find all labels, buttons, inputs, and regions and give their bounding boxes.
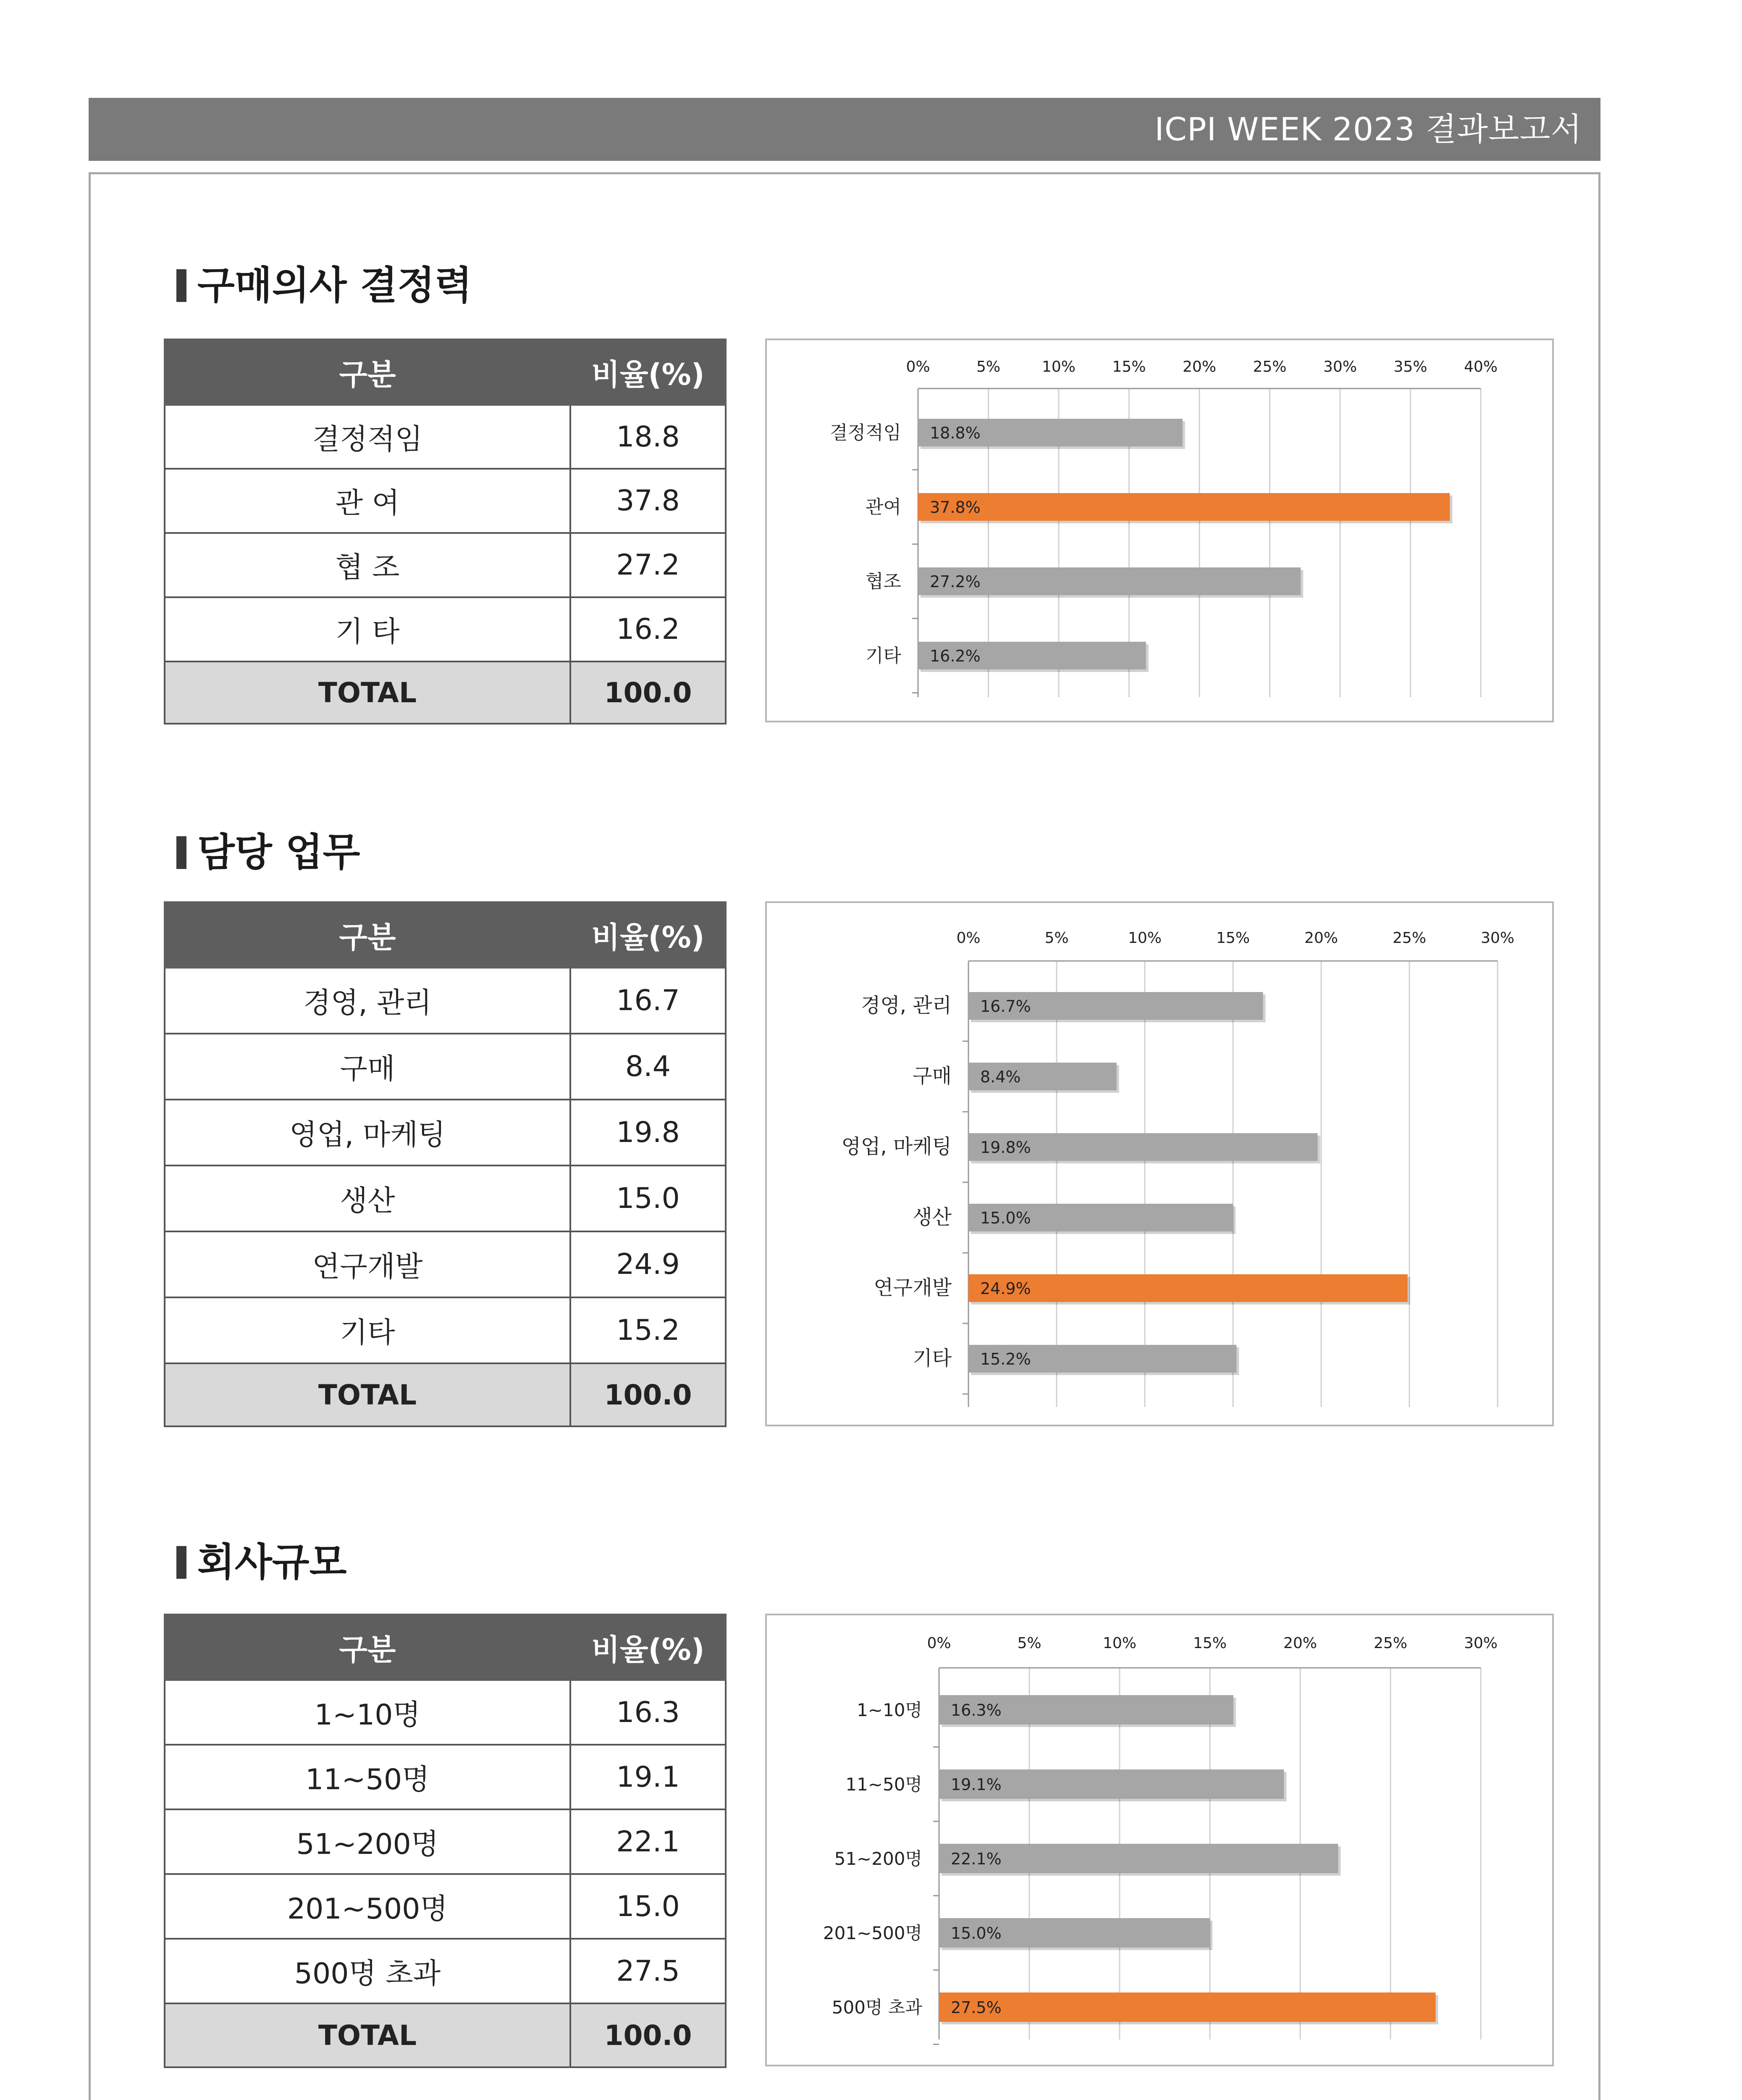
section-title-text: 구매의사 결정력 bbox=[197, 263, 472, 308]
table-total-label: TOTAL bbox=[165, 1363, 570, 1426]
section-title-company-size bbox=[176, 1537, 347, 1588]
table-header-category: 구분 bbox=[165, 1614, 570, 1680]
category-label: 생산 bbox=[913, 1205, 952, 1229]
chart-job-role bbox=[765, 901, 1554, 1426]
x-tick-label: 15% bbox=[1216, 929, 1250, 947]
x-tick-label: 25% bbox=[1392, 929, 1427, 947]
data-label: 8.4% bbox=[980, 1068, 1021, 1086]
table-row bbox=[165, 1939, 726, 2003]
category-label: 51~200명 bbox=[834, 1848, 922, 1869]
table-row bbox=[165, 1166, 726, 1231]
table-header-row bbox=[165, 902, 726, 968]
table-header-ratio: 비율(%) bbox=[570, 339, 726, 405]
bar-chart-svg bbox=[767, 340, 1552, 721]
category-label: 관여 bbox=[865, 496, 901, 518]
header-bar bbox=[89, 98, 1600, 161]
table-cell-category: 51~200명 bbox=[165, 1809, 570, 1874]
data-label: 16.3% bbox=[951, 1701, 1002, 1719]
chart-company-size bbox=[765, 1614, 1554, 2066]
category-label: 기타 bbox=[865, 645, 901, 667]
table-header-ratio: 비율(%) bbox=[570, 1614, 726, 1680]
table-total-row bbox=[165, 662, 726, 724]
table-cell-value: 22.1 bbox=[570, 1809, 726, 1874]
table-header-ratio: 비율(%) bbox=[570, 902, 726, 968]
x-tick-label: 0% bbox=[956, 929, 981, 947]
table-cell-category: 생산 bbox=[165, 1166, 570, 1231]
table-cell-category: 경영, 관리 bbox=[165, 968, 570, 1034]
table-row bbox=[165, 1034, 726, 1100]
x-tick-label: 25% bbox=[1253, 358, 1287, 375]
data-label: 19.1% bbox=[951, 1775, 1002, 1794]
table-cell-value: 16.7 bbox=[570, 968, 726, 1034]
x-tick-label: 0% bbox=[927, 1635, 951, 1652]
x-tick-label: 5% bbox=[1017, 1635, 1042, 1652]
bar bbox=[918, 493, 1450, 521]
bar bbox=[939, 1992, 1436, 2022]
category-label: 11~50명 bbox=[845, 1774, 922, 1795]
data-label: 27.2% bbox=[930, 572, 981, 591]
table-row bbox=[165, 533, 726, 597]
x-tick-label: 40% bbox=[1464, 358, 1498, 375]
data-label: 19.8% bbox=[980, 1138, 1031, 1157]
table-total-value: 100.0 bbox=[570, 1363, 726, 1426]
table-cell-category: 연구개발 bbox=[165, 1231, 570, 1297]
section-marker bbox=[176, 1546, 186, 1579]
bar-chart-svg bbox=[767, 1615, 1552, 2065]
table-cell-value: 37.8 bbox=[570, 469, 726, 533]
category-label: 경영, 관리 bbox=[861, 994, 952, 1017]
table-row bbox=[165, 1231, 726, 1297]
category-label: 201~500명 bbox=[823, 1923, 922, 1943]
table-cell-value: 8.4 bbox=[570, 1034, 726, 1100]
chart-purchase-decision bbox=[765, 339, 1554, 722]
table-cell-category: 1~10명 bbox=[165, 1680, 570, 1745]
section-title-text: 담당 업무 bbox=[197, 830, 360, 875]
x-tick-label: 30% bbox=[1480, 929, 1515, 947]
x-tick-label: 10% bbox=[1102, 1635, 1137, 1652]
table-cell-category: 구매 bbox=[165, 1034, 570, 1100]
table-cell-value: 19.1 bbox=[570, 1745, 726, 1809]
table-cell-value: 18.8 bbox=[570, 405, 726, 469]
table-header-row bbox=[165, 339, 726, 405]
table-cell-value: 16.2 bbox=[570, 597, 726, 662]
data-label: 24.9% bbox=[980, 1279, 1031, 1298]
table-row bbox=[165, 1100, 726, 1166]
table-row bbox=[165, 1297, 726, 1363]
table-row bbox=[165, 469, 726, 533]
category-label: 500명 초과 bbox=[832, 1997, 922, 2018]
bar bbox=[968, 1274, 1408, 1302]
table-row bbox=[165, 968, 726, 1034]
section-title-job-role bbox=[176, 827, 360, 878]
x-tick-label: 15% bbox=[1193, 1635, 1227, 1652]
header-title: ICPI WEEK 2023 결과보고서 bbox=[1154, 110, 1582, 148]
x-tick-label: 20% bbox=[1304, 929, 1338, 947]
table-cell-value: 27.5 bbox=[570, 1939, 726, 2003]
table-header-row bbox=[165, 1614, 726, 1680]
category-label: 영업, 마케팅 bbox=[841, 1135, 952, 1158]
table-total-value: 100.0 bbox=[570, 2003, 726, 2067]
table-cell-value: 15.2 bbox=[570, 1297, 726, 1363]
data-label: 16.7% bbox=[980, 997, 1031, 1016]
section-title-text: 회사규모 bbox=[197, 1540, 347, 1585]
data-label: 37.8% bbox=[930, 498, 981, 517]
data-label: 15.0% bbox=[980, 1209, 1031, 1227]
table-purchase-decision bbox=[164, 339, 727, 724]
table-cell-value: 24.9 bbox=[570, 1231, 726, 1297]
category-label: 협조 bbox=[865, 571, 901, 592]
table-cell-category: 관 여 bbox=[165, 469, 570, 533]
x-tick-label: 20% bbox=[1283, 1635, 1317, 1652]
table-cell-category: 500명 초과 bbox=[165, 1939, 570, 2003]
table-total-label: TOTAL bbox=[165, 2003, 570, 2067]
table-cell-value: 16.3 bbox=[570, 1680, 726, 1745]
table-row bbox=[165, 1745, 726, 1809]
x-tick-label: 10% bbox=[1042, 358, 1076, 375]
data-label: 15.0% bbox=[951, 1924, 1002, 1942]
table-row bbox=[165, 405, 726, 469]
table-cell-category: 기 타 bbox=[165, 597, 570, 662]
data-label: 22.1% bbox=[951, 1850, 1002, 1868]
table-job-role bbox=[164, 901, 727, 1427]
data-label: 15.2% bbox=[980, 1350, 1031, 1368]
table-cell-value: 19.8 bbox=[570, 1100, 726, 1166]
table-cell-category: 협 조 bbox=[165, 533, 570, 597]
table-row bbox=[165, 1874, 726, 1939]
table-total-label: TOTAL bbox=[165, 662, 570, 724]
bar-chart-svg bbox=[767, 903, 1552, 1425]
x-tick-label: 20% bbox=[1182, 358, 1217, 375]
category-label: 기타 bbox=[913, 1347, 952, 1370]
data-label: 18.8% bbox=[930, 424, 981, 442]
table-cell-category: 영업, 마케팅 bbox=[165, 1100, 570, 1166]
table-cell-category: 기타 bbox=[165, 1297, 570, 1363]
x-tick-label: 10% bbox=[1128, 929, 1162, 947]
table-row bbox=[165, 597, 726, 662]
x-tick-label: 0% bbox=[906, 358, 930, 375]
table-cell-value: 27.2 bbox=[570, 533, 726, 597]
section-marker bbox=[176, 269, 186, 302]
x-tick-label: 5% bbox=[976, 358, 1001, 375]
table-row bbox=[165, 1809, 726, 1874]
section-marker bbox=[176, 836, 186, 869]
table-total-row bbox=[165, 2003, 726, 2067]
x-tick-label: 25% bbox=[1373, 1635, 1408, 1652]
table-total-value: 100.0 bbox=[570, 662, 726, 724]
x-tick-label: 15% bbox=[1112, 358, 1146, 375]
x-tick-label: 35% bbox=[1393, 358, 1427, 375]
table-header-category: 구분 bbox=[165, 902, 570, 968]
category-label: 연구개발 bbox=[874, 1276, 952, 1299]
table-cell-category: 11~50명 bbox=[165, 1745, 570, 1809]
table-row bbox=[165, 1680, 726, 1745]
data-label: 27.5% bbox=[951, 1998, 1002, 2017]
x-tick-label: 30% bbox=[1464, 1635, 1498, 1652]
table-cell-category: 201~500명 bbox=[165, 1874, 570, 1939]
table-cell-value: 15.0 bbox=[570, 1874, 726, 1939]
data-label: 16.2% bbox=[930, 647, 981, 665]
table-cell-category: 결정적임 bbox=[165, 405, 570, 469]
table-company-size bbox=[164, 1614, 727, 2068]
x-tick-label: 30% bbox=[1323, 358, 1357, 375]
category-label: 구매 bbox=[913, 1064, 952, 1088]
category-label: 결정적임 bbox=[829, 422, 901, 444]
category-label: 1~10명 bbox=[857, 1700, 922, 1720]
section-title-purchase-decision bbox=[176, 260, 472, 311]
table-cell-value: 15.0 bbox=[570, 1166, 726, 1231]
x-tick-label: 5% bbox=[1044, 929, 1069, 947]
table-total-row bbox=[165, 1363, 726, 1426]
table-header-category: 구분 bbox=[165, 339, 570, 405]
